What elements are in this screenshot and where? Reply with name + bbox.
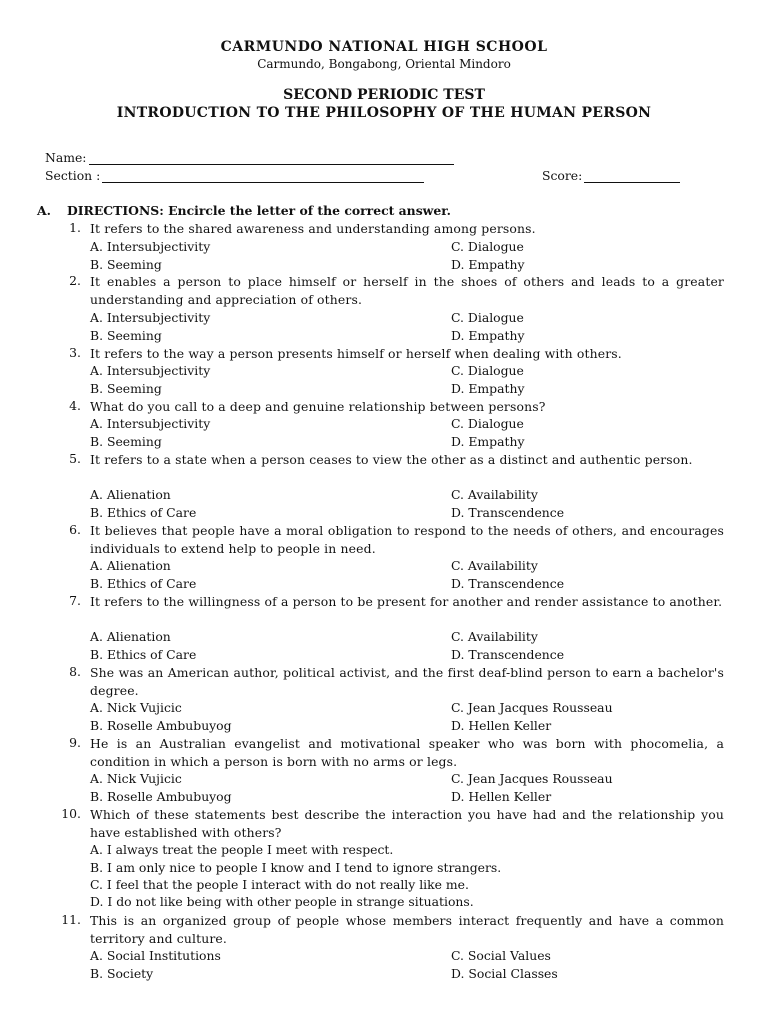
question-5	[51, 451, 724, 469]
option-b[interactable]: B. Ethics of Care	[90, 647, 197, 662]
question-6	[51, 522, 724, 558]
option-a[interactable]: A. Nick Vujicic	[90, 771, 182, 786]
question-text: Which of these statements best describe the interaction you have had and the relationship you have established with others?	[90, 807, 724, 840]
option-d[interactable]: D. Social Classes	[451, 966, 558, 981]
question-text: She was an American author, political activist, and the first deaf-blind person to earn a bachelor's degree.	[90, 665, 724, 698]
question-7	[51, 593, 724, 611]
question-9	[51, 735, 724, 771]
option-a[interactable]: A. Intersubjectivity	[90, 310, 211, 325]
option-b[interactable]: B. Seeming	[90, 257, 162, 272]
option-d[interactable]: D. Transcendence	[451, 647, 565, 662]
question-number: 11.	[61, 912, 81, 927]
option-a[interactable]: A. Intersubjectivity	[90, 416, 211, 431]
question-text: It enables a person to place himself or herself in the shoes of others and leads to a greater understanding and appreciation of others.	[90, 274, 724, 307]
question-number: 1.	[69, 220, 81, 235]
section-blank[interactable]	[102, 170, 424, 183]
score-blank[interactable]	[584, 170, 680, 183]
option-b[interactable]: B. I am only nice to people I know and I tend to ignore strangers.	[90, 860, 502, 875]
option-d[interactable]: D. Hellen Keller	[451, 718, 552, 733]
question-text: It refers to the shared awareness and understanding among persons.	[90, 221, 536, 236]
question-text: He is an Australian evangelist and motivational speaker who was born with phocomelia, a condition in which a person is born with no arms or legs.	[90, 736, 724, 769]
option-a[interactable]: A. Nick Vujicic	[90, 700, 182, 715]
option-a[interactable]: A. Intersubjectivity	[90, 239, 211, 254]
option-d[interactable]: D. Transcendence	[451, 505, 565, 520]
question-1	[51, 220, 724, 238]
option-c[interactable]: C. Dialogue	[451, 416, 524, 431]
question-8	[51, 664, 724, 700]
question-11	[51, 912, 724, 948]
option-b[interactable]: B. Seeming	[90, 434, 162, 449]
directions-letter: A.	[37, 203, 51, 218]
question-number: 9.	[69, 735, 81, 750]
question-text: It refers to the willingness of a person to be present for another and render assistance to another.	[90, 594, 723, 609]
question-number: 8.	[69, 664, 81, 679]
subject-title: INTRODUCTION TO THE PHILOSOPHY OF THE HUMAN PERSON	[116, 105, 652, 121]
option-a[interactable]: A. Intersubjectivity	[90, 363, 211, 378]
option-d[interactable]: D. Transcendence	[451, 576, 565, 591]
name-field[interactable]	[45, 150, 454, 165]
option-c[interactable]: C. Availability	[451, 629, 538, 644]
question-10	[51, 806, 724, 842]
option-c[interactable]: C. Dialogue	[451, 363, 524, 378]
option-c[interactable]: C. Availability	[451, 487, 538, 502]
option-b[interactable]: B. Roselle Ambubuyog	[90, 718, 232, 733]
question-number: 4.	[69, 398, 81, 413]
question-number: 5.	[69, 451, 81, 466]
option-a[interactable]: A. Alienation	[90, 487, 171, 502]
option-c[interactable]: C. Jean Jacques Rousseau	[451, 700, 613, 715]
question-text: It believes that people have a moral obligation to respond to the needs of others, and encourages individuals to extend help to people in need.	[90, 523, 724, 556]
question-2	[51, 273, 724, 309]
option-b[interactable]: B. Society	[90, 966, 154, 981]
option-c[interactable]: C. I feel that the people I interact with do not really like me.	[90, 877, 469, 892]
question-text: It refers to the way a person presents himself or herself when dealing with others.	[90, 346, 622, 361]
option-d[interactable]: D. Empathy	[451, 381, 525, 396]
score-label: Score:	[542, 168, 583, 183]
question-number: 6.	[69, 522, 81, 537]
score-field[interactable]	[542, 168, 680, 183]
option-c[interactable]: C. Dialogue	[451, 239, 524, 254]
option-b[interactable]: B. Seeming	[90, 381, 162, 396]
option-b[interactable]: B. Seeming	[90, 328, 162, 343]
option-c[interactable]: C. Jean Jacques Rousseau	[451, 771, 613, 786]
option-d[interactable]: D. Empathy	[451, 257, 525, 272]
question-number: 2.	[69, 273, 81, 288]
school-name: CARMUNDO NATIONAL HIGH SCHOOL	[220, 39, 548, 55]
option-a[interactable]: A. Social Institutions	[90, 948, 221, 963]
question-4	[51, 398, 724, 416]
question-text: What do you call to a deep and genuine relationship between persons?	[90, 399, 546, 414]
test-title: SECOND PERIODIC TEST	[283, 87, 485, 103]
option-b[interactable]: B. Ethics of Care	[90, 505, 197, 520]
option-a[interactable]: A. I always treat the people I meet with respect.	[90, 842, 394, 857]
question-number: 10.	[61, 806, 81, 821]
option-c[interactable]: C. Dialogue	[451, 310, 524, 325]
option-d[interactable]: D. Hellen Keller	[451, 789, 552, 804]
option-d[interactable]: D. I do not like being with other people in strange situations.	[90, 894, 474, 909]
name-label: Name:	[45, 150, 87, 165]
school-address: Carmundo, Bongabong, Oriental Mindoro	[257, 57, 511, 71]
question-text: It refers to a state when a person ceases to view the other as a distinct and authentic person.	[90, 452, 693, 467]
section-field[interactable]	[45, 168, 424, 183]
option-c[interactable]: C. Availability	[451, 558, 538, 573]
section-label: Section :	[45, 168, 101, 183]
option-b[interactable]: B. Roselle Ambubuyog	[90, 789, 232, 804]
question-text: This is an organized group of people whose members interact frequently and have a common territory and culture.	[90, 913, 724, 946]
option-c[interactable]: C. Social Values	[451, 948, 551, 963]
directions	[37, 203, 451, 218]
option-b[interactable]: B. Ethics of Care	[90, 576, 197, 591]
option-a[interactable]: A. Alienation	[90, 558, 171, 573]
question-number: 3.	[69, 345, 81, 360]
question-number: 7.	[69, 593, 81, 608]
question-3	[51, 345, 724, 363]
option-a[interactable]: A. Alienation	[90, 629, 171, 644]
option-d[interactable]: D. Empathy	[451, 328, 525, 343]
directions-text: DIRECTIONS: Encircle the letter of the correct answer.	[67, 203, 451, 218]
option-d[interactable]: D. Empathy	[451, 434, 525, 449]
name-blank[interactable]	[89, 152, 454, 165]
